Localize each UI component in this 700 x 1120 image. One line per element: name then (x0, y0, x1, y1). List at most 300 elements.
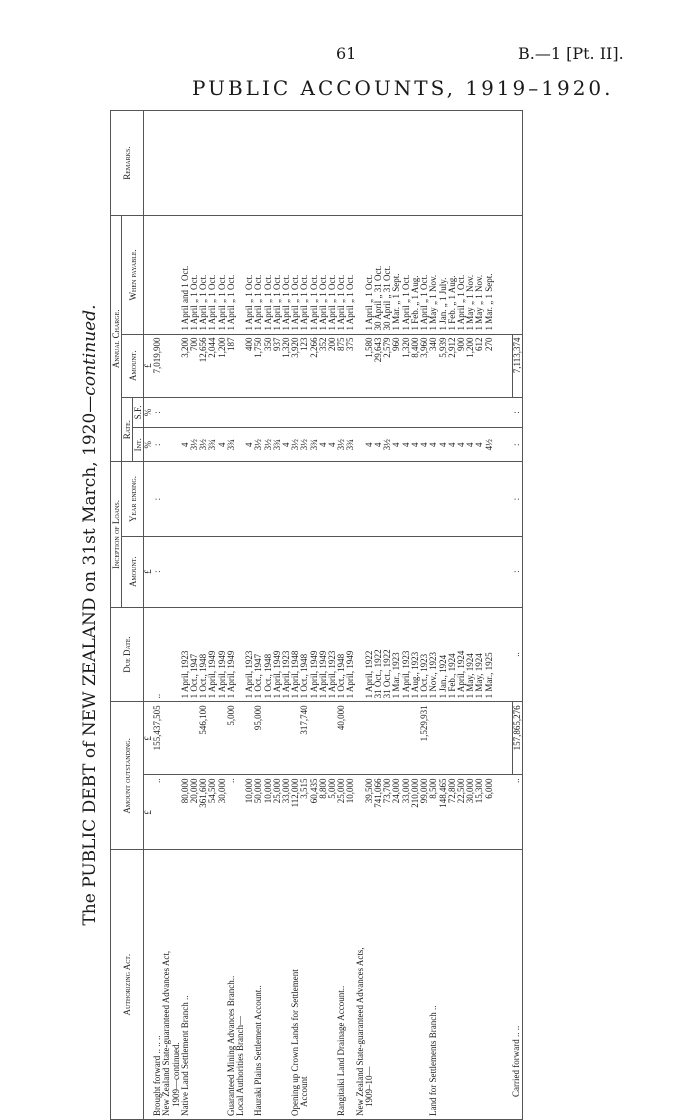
inception-amount-cell (273, 536, 282, 607)
due-date-cell: .. (153, 607, 162, 702)
amount-cell: 30,000 (218, 775, 227, 850)
inception-year-cell (273, 462, 282, 536)
inception-year-cell (254, 462, 263, 536)
annual-amount-cell: 375 (346, 334, 355, 397)
rate-sf-cell (300, 397, 309, 427)
inception-amount-cell (300, 536, 309, 607)
rate-sf-cell (254, 397, 263, 427)
inception-amount-cell (172, 536, 181, 607)
when-payable-cell: 1 April and 1 Oct. (181, 216, 190, 334)
table-row (172, 111, 181, 1120)
remarks-cell (300, 111, 309, 216)
authorizing-act-cell (448, 850, 457, 1120)
rate-sf-cell (264, 397, 273, 427)
table-row (319, 111, 328, 1120)
authorizing-act-cell (411, 850, 420, 1120)
rate-sf-cell (172, 397, 181, 427)
rate-sf-cell (457, 397, 466, 427)
inception-amount-cell (264, 536, 273, 607)
when-payable-cell (162, 216, 171, 334)
inception-amount-cell (245, 536, 254, 607)
rate-sf-cell (411, 397, 420, 427)
rate-int-cell: 3½ (300, 428, 309, 462)
annual-amount-cell: 1,200 (466, 334, 475, 397)
remarks-cell (392, 111, 401, 216)
inception-year-cell (236, 462, 245, 536)
due-date-cell: 1 April, 1923 (328, 607, 337, 702)
when-payable-cell: 1 Mar. „ 1 Sept. (485, 216, 494, 334)
rate-sf-cell (485, 397, 494, 427)
annual-amount-cell (162, 334, 171, 397)
carried-forward-when (512, 216, 522, 334)
authorizing-act-cell: Account (300, 850, 309, 1120)
table-row (218, 111, 227, 1120)
rate-int-cell: 4 (402, 428, 411, 462)
rate-int-cell: 4 (328, 428, 337, 462)
subtotal-cell (264, 702, 273, 775)
amount-cell: 33,000 (402, 775, 411, 850)
inception-year-cell (466, 462, 475, 536)
subtotal-cell (448, 702, 457, 775)
remarks-cell (190, 111, 199, 216)
inception-year-cell (420, 462, 429, 536)
inception-amount-cell (402, 536, 411, 607)
subtotal-cell: 155,437,505 (153, 702, 162, 775)
table-row (448, 111, 457, 1120)
page-title: PUBLIC ACCOUNTS, 1919–1920. (192, 76, 614, 100)
rate-sf-cell (346, 397, 355, 427)
when-payable-cell: 1 May „ 1 Nov. (466, 216, 475, 334)
subtotal-cell (466, 702, 475, 775)
col-remarks: Remarks. (111, 111, 144, 216)
remarks-cell (466, 111, 475, 216)
col-rate-int: Int. (133, 428, 144, 462)
rate-sf-cell (356, 397, 365, 427)
subtotal-cell (374, 702, 383, 775)
rate-int-cell: 4 (392, 428, 401, 462)
when-payable-cell: 1 Jan. „ 1 July. (439, 216, 448, 334)
annual-amount-cell: 700 (190, 334, 199, 397)
public-debt-table (110, 110, 523, 1120)
subtotal-cell: 40,000 (337, 702, 346, 775)
table-row (429, 111, 438, 1120)
annual-amount-cell: 1,320 (402, 334, 411, 397)
table-row (374, 111, 383, 1120)
inception-amount-cell (475, 536, 484, 607)
authorizing-act-cell (402, 850, 411, 1120)
remarks-cell (199, 111, 208, 216)
amount-cell: 8,500 (429, 775, 438, 850)
annual-amount-cell: 2,579 (383, 334, 392, 397)
inception-amount-cell (319, 536, 328, 607)
subtotal-cell: 5,000 (227, 702, 236, 775)
authorizing-act-cell (264, 850, 273, 1120)
remarks-cell (319, 111, 328, 216)
due-date-cell: 1 Feb., 1924 (448, 607, 457, 702)
inception-amount-cell (254, 536, 263, 607)
due-date-cell: 31 Oct., 1922 (383, 607, 392, 702)
remarks-cell (402, 111, 411, 216)
amount-cell: 22,500 (457, 775, 466, 850)
remarks-cell (448, 111, 457, 216)
due-date-cell: 1 Oct., 1923 (420, 607, 429, 702)
authorizing-act-cell: New Zealand State-guaranteed Advances Act, (162, 850, 171, 1120)
authorizing-act-cell: New Zealand State-guaranteed Advances Acts, (356, 850, 365, 1120)
carried-forward-remarks (512, 111, 522, 216)
col-annual-charge: Annual Charge. (111, 216, 122, 462)
table-row (181, 111, 190, 1120)
table-row (199, 111, 208, 1120)
annual-amount-cell: 3,960 (420, 334, 429, 397)
annual-amount-cell: 29,643 (374, 334, 383, 397)
annual-amount-cell: 937 (273, 334, 282, 397)
inception-year-cell (218, 462, 227, 536)
rate-sf-cell (218, 397, 227, 427)
remarks-cell (310, 111, 319, 216)
rate-int-cell: 4 (181, 428, 190, 462)
when-payable-cell: 1 May „ 1 Nov. (429, 216, 438, 334)
col-authorizing-act: Authorizing Act. (111, 850, 144, 1120)
subtotal-cell: 546,100 (199, 702, 208, 775)
when-payable-cell: 1 April „ 1 Oct. (420, 216, 429, 334)
subtotal-cell (319, 702, 328, 775)
unit-pound: £ (144, 702, 154, 775)
inception-year-cell (411, 462, 420, 536)
unit-pound: £ (144, 536, 154, 607)
col-when-payable: When payable. (122, 216, 144, 334)
subtotal-cell (457, 702, 466, 775)
rate-sf-cell (420, 397, 429, 427)
rate-int-cell: 3½ (199, 428, 208, 462)
due-date-cell: 1 Oct., 1948 (300, 607, 309, 702)
subtotal-cell: 95,000 (254, 702, 263, 775)
annual-amount-cell: 875 (337, 334, 346, 397)
inception-year-cell (162, 462, 171, 536)
authorizing-act-cell (310, 850, 319, 1120)
carried-forward-inception-year: : (512, 462, 522, 536)
unit-pound: £ (144, 775, 154, 850)
due-date-cell: 1 Aug., 1923 (411, 607, 420, 702)
amount-cell: 148,465 (439, 775, 448, 850)
due-date-cell: 1 April, 1924 (457, 607, 466, 702)
unit-pound: £ (144, 334, 154, 397)
table-row (291, 111, 300, 1120)
rate-int-cell: 4 (245, 428, 254, 462)
subtotal-cell (236, 702, 245, 775)
rate-int-cell: 3½ (264, 428, 273, 462)
authorizing-act-cell (319, 850, 328, 1120)
inception-year-cell (264, 462, 273, 536)
subtotal-cell (392, 702, 401, 775)
inception-year-cell (392, 462, 401, 536)
page-number: 61 (336, 44, 357, 63)
inception-amount-cell (236, 536, 245, 607)
due-date-cell: 1 April, 1949 (227, 607, 236, 702)
remarks-cell (420, 111, 429, 216)
annual-amount-cell: 123 (300, 334, 309, 397)
rate-int-cell: 4 (466, 428, 475, 462)
amount-cell: 25,000 (273, 775, 282, 850)
due-date-cell: 1 April, 1923 (245, 607, 254, 702)
annual-amount-cell: 1,750 (254, 334, 263, 397)
inception-year-cell (282, 462, 291, 536)
rate-int-cell: 3¾ (273, 428, 282, 462)
when-payable-cell: 1 April „ 1 Oct. (282, 216, 291, 334)
rate-int-cell: 4 (429, 428, 438, 462)
remarks-cell (181, 111, 190, 216)
rate-sf-cell (162, 397, 171, 427)
inception-year-cell (402, 462, 411, 536)
rate-int-cell: 3½ (383, 428, 392, 462)
authorizing-act-cell (457, 850, 466, 1120)
inception-amount-cell (218, 536, 227, 607)
annual-amount-cell: 2,912 (448, 334, 457, 397)
amount-cell: 25,000 (337, 775, 346, 850)
due-date-cell: 1 April, 1949 (208, 607, 217, 702)
inception-year-cell (337, 462, 346, 536)
when-payable-cell: 1 April „ 1 Oct. (346, 216, 355, 334)
authorizing-act-cell: 1909—continued. (172, 850, 181, 1120)
remarks-cell (208, 111, 217, 216)
amount-cell: 33,000 (282, 775, 291, 850)
table-row (365, 111, 374, 1120)
due-date-cell: 1 May, 1924 (466, 607, 475, 702)
rate-sf-cell (190, 397, 199, 427)
amount-cell: 10,000 (264, 775, 273, 850)
rate-int-cell: 4 (420, 428, 429, 462)
annual-amount-cell: 200 (328, 334, 337, 397)
ledger-body (144, 111, 523, 1120)
unit-percent: % (144, 428, 154, 462)
authorizing-act-cell (273, 850, 282, 1120)
authorizing-act-cell: Native Land Settlement Branch .. (181, 850, 190, 1120)
annual-amount-cell: 1,200 (218, 334, 227, 397)
annual-amount-cell: 187 (227, 334, 236, 397)
due-date-cell: 31 Oct., 1922 (374, 607, 383, 702)
table-row (162, 111, 171, 1120)
carried-forward-amount: .. (512, 775, 522, 850)
due-date-cell (162, 607, 171, 702)
rate-int-cell: 3¾ (227, 428, 236, 462)
amount-cell: 112,000 (291, 775, 300, 850)
authorizing-act-cell (439, 850, 448, 1120)
annual-amount-cell: 7,019,900 (153, 334, 162, 397)
unit-percent: % (144, 397, 154, 427)
due-date-cell: 1 Oct., 1948 (337, 607, 346, 702)
rate-int-cell: 4 (411, 428, 420, 462)
due-date-cell: 1 May, 1924 (475, 607, 484, 702)
subtotal-cell (429, 702, 438, 775)
rate-sf-cell (227, 397, 236, 427)
amount-cell: 20,000 (190, 775, 199, 850)
table-row (485, 111, 494, 1120)
rate-int-cell: 3¾ (208, 428, 217, 462)
inception-year-cell (439, 462, 448, 536)
amount-cell: 8,800 (319, 775, 328, 850)
carried-forward-total: 157,865,276 (512, 702, 522, 775)
inception-amount-cell (227, 536, 236, 607)
when-payable-cell: 1 April „ 1 Oct. (337, 216, 346, 334)
rate-sf-cell (291, 397, 300, 427)
rate-sf-cell (181, 397, 190, 427)
inception-amount-cell (291, 536, 300, 607)
amount-cell: 24,000 (392, 775, 401, 850)
col-inception-amount: Amount. (122, 536, 144, 607)
col-annual-amount: Amount. (122, 334, 144, 397)
due-date-cell: 1 April, 1922 (365, 607, 374, 702)
due-date-cell: 1 Mar., 1925 (485, 607, 494, 702)
table-row (273, 111, 282, 1120)
amount-cell: 30,000 (466, 775, 475, 850)
subtotal-cell (346, 702, 355, 775)
when-payable-cell: 1 April „ 1 Oct. (310, 216, 319, 334)
when-payable-cell: 1 May „ 1 Nov. (475, 216, 484, 334)
inception-year-cell (300, 462, 309, 536)
remarks-cell (457, 111, 466, 216)
rate-sf-cell (319, 397, 328, 427)
rate-sf-cell (236, 397, 245, 427)
remarks-cell (273, 111, 282, 216)
inception-year-cell (383, 462, 392, 536)
annual-amount-cell: 352 (319, 334, 328, 397)
rate-sf-cell (448, 397, 457, 427)
inception-amount-cell (328, 536, 337, 607)
authorizing-act-cell (199, 850, 208, 1120)
rate-sf-cell (208, 397, 217, 427)
when-payable-cell: 1 April „ 1 Oct. (319, 216, 328, 334)
rotated-table-area (70, 110, 580, 1120)
subtotal-cell (383, 702, 392, 775)
amount-cell: 99,000 (420, 775, 429, 850)
public-debt-table-landscape (70, 110, 580, 1120)
inception-amount-cell (374, 536, 383, 607)
col-rate-sf: S.F. (133, 397, 144, 427)
rate-int-cell: 3½ (291, 428, 300, 462)
table-row (254, 111, 263, 1120)
inception-year-cell (172, 462, 181, 536)
table-row (475, 111, 484, 1120)
rate-int-cell: 3¾ (310, 428, 319, 462)
table-row (208, 111, 217, 1120)
rate-int-cell (162, 428, 171, 462)
remarks-cell (264, 111, 273, 216)
authorizing-act-cell: Guaranteed Mining Advances Branch.. (227, 850, 236, 1120)
remarks-cell (291, 111, 300, 216)
table-row (236, 111, 245, 1120)
rate-sf-cell (282, 397, 291, 427)
inception-amount-cell (448, 536, 457, 607)
table-row (457, 111, 466, 1120)
col-rate: Rate. (122, 397, 133, 462)
annual-amount-cell: 270 (485, 334, 494, 397)
due-date-cell: 1 April, 1923 (282, 607, 291, 702)
rate-int-cell: 4 (282, 428, 291, 462)
amount-cell: 60,435 (310, 775, 319, 850)
subtotal-cell: 1,529,931 (420, 702, 429, 775)
inception-amount-cell (181, 536, 190, 607)
annual-amount-cell: 1,580 (365, 334, 374, 397)
remarks-cell (162, 111, 171, 216)
annual-amount-cell: 5,939 (439, 334, 448, 397)
inception-amount-cell (356, 536, 365, 607)
remarks-cell (374, 111, 383, 216)
remarks-cell (227, 111, 236, 216)
subtotal-cell (282, 702, 291, 775)
amount-cell: 3,515 (300, 775, 309, 850)
subtotal-cell (181, 702, 190, 775)
inception-amount-cell (392, 536, 401, 607)
rate-sf-cell (429, 397, 438, 427)
when-payable-cell: 1 April „ 1 Oct. (245, 216, 254, 334)
due-date-cell: 1 Oct., 1947 (190, 607, 199, 702)
subtotal-cell (273, 702, 282, 775)
carried-forward-due: .. (512, 607, 522, 702)
table-row (356, 111, 365, 1120)
rate-sf-cell (374, 397, 383, 427)
carried-forward-annual: 7,113,374 (512, 334, 522, 397)
subtotal-cell (172, 702, 181, 775)
inception-year-cell (190, 462, 199, 536)
when-payable-cell: 1 April „ 1 Oct. (218, 216, 227, 334)
table-row (190, 111, 199, 1120)
inception-year-cell (429, 462, 438, 536)
table-row (392, 111, 401, 1120)
due-date-cell: 1 Jan., 1924 (439, 607, 448, 702)
remarks-cell (254, 111, 263, 216)
authorizing-act-cell (392, 850, 401, 1120)
when-payable-cell: 1 April „ 1 Oct. (227, 216, 236, 334)
remarks-cell (429, 111, 438, 216)
authorizing-act-cell (374, 850, 383, 1120)
subtotal-cell: 317,740 (300, 702, 309, 775)
annual-amount-cell: 400 (245, 334, 254, 397)
inception-amount-cell (383, 536, 392, 607)
inception-year-cell (319, 462, 328, 536)
annual-amount-cell: 340 (429, 334, 438, 397)
rate-sf-cell (466, 397, 475, 427)
due-date-cell: 1 Mar., 1923 (392, 607, 401, 702)
rate-int-cell: 4 (475, 428, 484, 462)
when-payable-cell: 1 April „ 1 Oct. (402, 216, 411, 334)
table-row (300, 111, 309, 1120)
authorizing-act-cell: Local Authorities Branch— (236, 850, 245, 1120)
amount-cell: 39,500 (365, 775, 374, 850)
table-row (245, 111, 254, 1120)
rate-sf-cell (328, 397, 337, 427)
rate-int-cell: 4 (319, 428, 328, 462)
table-row (264, 111, 273, 1120)
table-row (328, 111, 337, 1120)
col-amount-outstanding: Amount outstanding. (111, 702, 144, 850)
inception-amount-cell (365, 536, 374, 607)
inception-amount-cell (466, 536, 475, 607)
amount-cell: 5,000 (328, 775, 337, 850)
remarks-cell (172, 111, 181, 216)
annual-amount-cell: 900 (457, 334, 466, 397)
remarks-cell (411, 111, 420, 216)
inception-amount-cell (282, 536, 291, 607)
inception-year-cell (310, 462, 319, 536)
units-row (144, 111, 154, 1120)
when-payable-cell: 1 Feb. „ 1 Aug. (411, 216, 420, 334)
when-payable-cell: 30 April „ 31 Oct. (383, 216, 392, 334)
rate-int-cell: : (153, 428, 162, 462)
carried-forward-rate-sf: : (512, 397, 522, 427)
when-payable-cell: 1 Mar. „ 1 Sept. (392, 216, 401, 334)
rate-sf-cell (383, 397, 392, 427)
col-due-date: Due Date. (111, 607, 144, 702)
annual-amount-cell: 12,656 (199, 334, 208, 397)
